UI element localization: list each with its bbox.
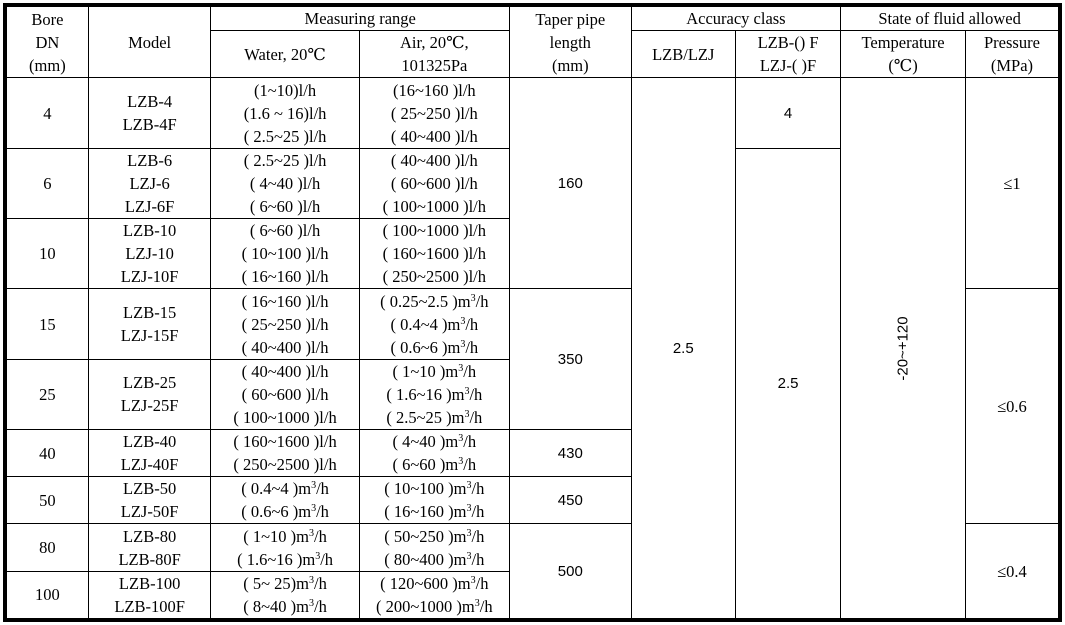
water-range-cell: ( 40~400 )l/h ( 60~600 )l/h ( 100~1000 )l/h bbox=[211, 359, 359, 429]
air-range-cell: ( 40~400 )l/h ( 60~600 )l/h ( 100~1000 )l/h bbox=[359, 148, 509, 218]
bore-cell: 4 bbox=[7, 78, 89, 148]
pressure-cell: ≤0.6 bbox=[965, 289, 1058, 524]
header-accuracy-f: LZB-() F LZJ-( )F bbox=[735, 31, 840, 78]
pressure-cell: ≤0.4 bbox=[965, 524, 1058, 619]
model-cell: LZB-4 LZB-4F bbox=[88, 78, 211, 148]
temperature-range-text: -20~+120 bbox=[894, 316, 912, 381]
header-air: Air, 20℃, 101325Pa bbox=[359, 31, 509, 78]
water-range-cell: ( 160~1600 )l/h ( 250~2500 )l/h bbox=[211, 430, 359, 477]
accuracy-f-cell: 2.5 bbox=[735, 148, 840, 618]
water-range-cell: ( 2.5~25 )l/h ( 4~40 )l/h ( 6~60 )l/h bbox=[211, 148, 359, 218]
model-cell: LZB-50 LZJ-50F bbox=[88, 477, 211, 524]
header-accuracy-lzb-lzj: LZB/LZJ bbox=[631, 31, 735, 78]
water-range-cell: ( 16~160 )l/h ( 25~250 )l/h ( 40~400 )l/h bbox=[211, 289, 359, 359]
bore-cell: 25 bbox=[7, 359, 89, 429]
taper-length-cell: 350 bbox=[509, 289, 631, 430]
air-range-cell: (16~160 )l/h ( 25~250 )l/h ( 40~400 )l/h bbox=[359, 78, 509, 148]
model-cell: LZB-40 LZJ-40F bbox=[88, 430, 211, 477]
header-bore: Bore DN (mm) bbox=[7, 7, 89, 78]
air-range-cell: ( 120~600 )$m^3/h$ ( 200~1000 )$m^3/h$ bbox=[359, 571, 509, 618]
taper-length-cell: 450 bbox=[509, 477, 631, 524]
bore-cell: 100 bbox=[7, 571, 89, 618]
bore-cell: 50 bbox=[7, 477, 89, 524]
air-range-cell: ( 4~40 )$m^3/h$ ( 6~60 )$m^3/h$ bbox=[359, 430, 509, 477]
air-range-cell: ( 50~250 )$m^3/h$ ( 80~400 )$m^3/h$ bbox=[359, 524, 509, 571]
header-temperature: Temperature (℃) bbox=[841, 31, 966, 78]
air-range-cell: ( 0.25~2.5 )$m^3/h$ ( 0.4~4 )$m^3/h$ ( 0.6~6 )$m^3/h$ bbox=[359, 289, 509, 359]
air-range-cell: ( 1~10 )$m^3/h$ ( 1.6~16 )$m^3/h$ ( 2.5~25 )$m^3/h$ bbox=[359, 359, 509, 429]
taper-length-cell: 500 bbox=[509, 524, 631, 619]
model-cell: LZB-100 LZB-100F bbox=[88, 571, 211, 618]
spec-table-frame bbox=[3, 3, 1062, 622]
model-cell: LZB-10 LZJ-10 LZJ-10F bbox=[88, 219, 211, 289]
header-fluid-state: State of fluid allowed bbox=[841, 7, 1059, 31]
model-cell: LZB-15 LZJ-15F bbox=[88, 289, 211, 359]
header-taper-pipe-length: Taper pipe length (mm) bbox=[509, 7, 631, 78]
model-cell: LZB-80 LZB-80F bbox=[88, 524, 211, 571]
header-pressure: Pressure (MPa) bbox=[965, 31, 1058, 78]
bore-cell: 80 bbox=[7, 524, 89, 571]
water-range-cell: (1~10)l/h (1.6 ~ 16)l/h ( 2.5~25 )l/h bbox=[211, 78, 359, 148]
temperature-range-cell bbox=[841, 78, 966, 619]
water-range-cell: ( 1~10 )$m^3/h$ ( 1.6~16 )$m^3/h$ bbox=[211, 524, 359, 571]
header-accuracy-class: Accuracy class bbox=[631, 7, 841, 31]
header-water: Water, 20℃ bbox=[211, 31, 359, 78]
header-measuring-range: Measuring range bbox=[211, 7, 510, 31]
model-cell: LZB-6 LZJ-6 LZJ-6F bbox=[88, 148, 211, 218]
bore-cell: 10 bbox=[7, 219, 89, 289]
taper-length-cell: 160 bbox=[509, 78, 631, 289]
bore-cell: 6 bbox=[7, 148, 89, 218]
air-range-cell: ( 10~100 )$m^3/h$ ( 16~160 )$m^3/h$ bbox=[359, 477, 509, 524]
taper-length-cell: 430 bbox=[509, 430, 631, 477]
water-range-cell: ( 0.4~4 )$m^3/h$ ( 0.6~6 )$m^3/h$ bbox=[211, 477, 359, 524]
header-model: Model bbox=[88, 7, 211, 78]
accuracy-f-cell: 4 bbox=[735, 78, 840, 148]
model-cell: LZB-25 LZJ-25F bbox=[88, 359, 211, 429]
water-range-cell: ( 6~60 )l/h ( 10~100 )l/h ( 16~160 )l/h bbox=[211, 219, 359, 289]
air-range-cell: ( 100~1000 )l/h ( 160~1600 )l/h ( 250~2500 )l/h bbox=[359, 219, 509, 289]
accuracy-lzb-lzj-cell: 2.5 bbox=[631, 78, 735, 619]
bore-cell: 15 bbox=[7, 289, 89, 359]
bore-cell: 40 bbox=[7, 430, 89, 477]
pressure-cell: ≤1 bbox=[965, 78, 1058, 289]
flowmeter-spec-table bbox=[6, 6, 1059, 619]
water-range-cell: ( 5~ $25)m^3/h$ ( 8~40 )$m^3/h$ bbox=[211, 571, 359, 618]
